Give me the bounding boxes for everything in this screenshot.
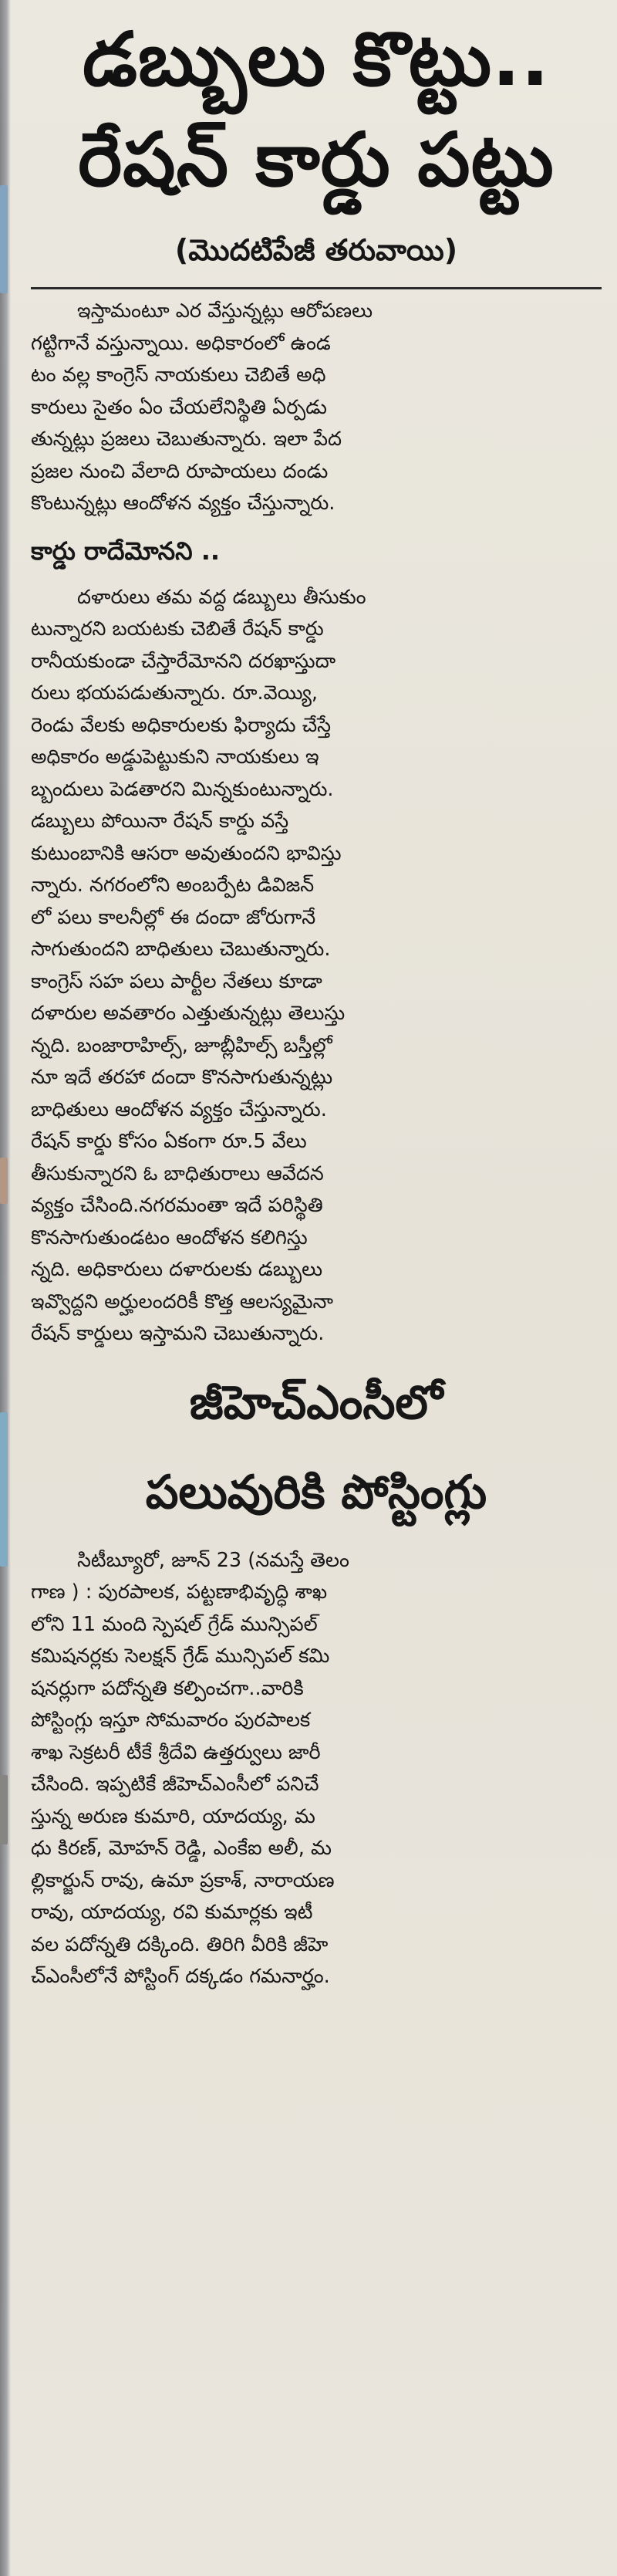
text-line: టం వల్ల కాంగ్రెస్ నాయకులు చెబితే అధి — [31, 363, 326, 387]
text-line: రానీయకుండా చేస్తారేమోనని దరఖాస్తుదా — [31, 649, 336, 673]
text-line: దళారులు తమ వద్ద డబ్బులు తీసుకుం — [77, 585, 366, 609]
text-line: శాఖ సెక్రటరీ టీకే శ్రీదేవి ఉత్తర్వులు జారీ — [31, 1740, 321, 1764]
text-line: దళారుల అవతారం ఎత్తుతున్నట్లు తెలుస్తు — [31, 1002, 346, 1025]
text-line: కారులు సైతం ఏం చేయలేనిస్థితి ఏర్పడు — [31, 395, 327, 419]
text-line: పోస్టింగ్లు ఇస్తూ సోమవారం పురపాలక — [31, 1709, 311, 1732]
text-line: రేషన్ కార్డు కోసం ఏకంగా రూ.5 వేలు — [31, 1130, 307, 1153]
edge-brown-mark — [0, 1158, 8, 1204]
text-line: తున్నట్లు ప్రజలు చెబుతున్నారు. ఇలా పేద — [31, 428, 342, 451]
text-line: న్నది. అధికారులు దళారులకు డబ్బులు — [31, 1258, 323, 1281]
section-card-paragraph — [31, 582, 602, 1351]
edge-blue-mark-2 — [0, 1412, 8, 1567]
article-column — [31, 0, 602, 1993]
text-line: వల పదోన్నతి దక్కింది. తిరిగి వీరికి జీహె — [31, 1932, 329, 1956]
edge-blue-mark — [0, 185, 8, 293]
text-line: రేషన్ కార్డులు ఇస్తామని చెబుతున్నారు. — [31, 1322, 325, 1345]
text-line: వ్యక్తం చేసింది.నగరమంతా ఇదే పరిస్థితి — [31, 1194, 323, 1217]
text-line: అధికారం అడ్డుపెట్టుకుని నాయకులు ఇ — [31, 745, 319, 769]
text-line: కొంటున్నట్లు ఆందోళన వ్యక్తం చేస్తున్నారు. — [31, 492, 335, 515]
ghmc-paragraph — [31, 1545, 602, 1993]
ghmc-heading-line-2: పలువురికి పోస్టింగ్లు — [145, 1465, 487, 1520]
intro-paragraph — [31, 296, 602, 520]
text-line: లో పలు కాలనీల్లో ఈ దందా జోరుగానే — [31, 905, 316, 929]
text-line: ఇస్తామంటూ ఎర వేస్తున్నట్లు ఆరోపణలు — [77, 299, 373, 323]
text-line: షనర్లుగా పదోన్నతి కల్పించగా..వారికి — [31, 1676, 304, 1700]
text-line: కమిషనర్లకు సెలక్షన్ గ్రేడ్ మున్సిపల్ కమి — [31, 1645, 330, 1668]
text-line: నూ ఇదే తరహా దందా కొనసాగుతున్నట్లు — [31, 1066, 333, 1089]
text-line: టున్నారని బయటకు చెబితే రేషన్ కార్డు — [31, 617, 324, 641]
text-line: ప్రజల నుంచి వేలాది రూపాయలు దండు — [31, 459, 329, 483]
text-line: ధు కిరణ్, మోహన్ రెడ్డి, ఎంకేఐ అలీ, మ — [31, 1837, 332, 1860]
text-line: కాంగ్రెస్ సహ పలు పార్టీల నేతలు కూడా — [31, 969, 322, 993]
text-line: లోని 11 మంది స్పెషల్ గ్రేడ్ మున్సిపల్ — [31, 1612, 318, 1636]
text-line: రావు, యాదయ్య, రవి కుమార్లకు ఇటీ — [31, 1901, 313, 1924]
headline-line-2: రేషన్ కార్డు పట్టు — [78, 117, 555, 203]
text-line: చేసింది. ఇప్పటికే జీహెచ్ఎంసీలో పనిచే — [31, 1773, 319, 1796]
text-line: కొనసాగుతుండటం ఆందోళన కలిగిస్తు — [31, 1225, 308, 1249]
text-line: తీసుకున్నారని ఓ బాధితురాలు ఆవేదన — [31, 1161, 324, 1185]
ghmc-heading-line-1: జీహెచ్ఎంసీలో — [189, 1375, 443, 1430]
top-rule — [31, 287, 602, 289]
adjacent-page-edge — [0, 0, 11, 2576]
text-line: రులు భయపడుతున్నారు. రూ.వెయ్యి, — [31, 681, 319, 705]
section-heading-card: కార్డు రాదేమోనని .. — [31, 536, 221, 566]
text-line: గాణ ) : పురపాలక, పట్టణాభివృద్ధి శాఖ — [31, 1580, 328, 1604]
text-line: రెండు వేలకు అధికారులకు ఫిర్యాదు చేస్తే — [31, 713, 331, 737]
text-line: సిటీబ్యూరో, జూన్ 23 (నమస్తే తెలం — [77, 1548, 349, 1572]
headline-line-1: డబ్బులు కొట్టు.. — [83, 16, 550, 103]
text-line: చ్ఎంసీలోనే పోస్టింగ్ దక్కడం గమనార్హం. — [31, 1965, 330, 1988]
text-line: ఇవ్వొద్దని అర్హులందరికీ కొత్త ఆలస్యమైనా — [31, 1290, 334, 1313]
text-line: డబ్బులు పోయినా రేషన్ కార్డు వస్తే — [31, 810, 289, 833]
text-line: న్నది. బంజారాహిల్స్, జూబ్లీహిల్స్ బస్తీల్లో — [31, 1033, 332, 1057]
text-line: కుటుంబానికి ఆసరా అవుతుందని భావిస్తు — [31, 841, 342, 865]
continuation-note: (మొదటిపేజీ తరువాయి) — [174, 233, 458, 267]
text-line: న్నారు. నగరంలోని అంబర్పేట డివిజన్ — [31, 874, 315, 897]
text-line: బ్బందులు పెడతారని మిన్నకుంటున్నారు. — [31, 777, 334, 801]
text-line: స్తున్న అరుణ కుమారి, యాదయ్య, మ — [31, 1804, 315, 1828]
edge-dark-mark — [0, 1775, 8, 1844]
text-line: సాగుతుందని బాధితులు చెబుతున్నారు. — [31, 938, 331, 961]
text-line: బాధితులు ఆందోళన వ్యక్తం చేస్తున్నారు. — [31, 1097, 327, 1121]
text-line: గట్టిగానే వస్తున్నాయి. అధికారంలో ఉండ — [31, 331, 331, 355]
text-line: ల్లికార్జున్ రావు, ఉమా ప్రకాశ్, నారాయణ — [31, 1868, 335, 1892]
